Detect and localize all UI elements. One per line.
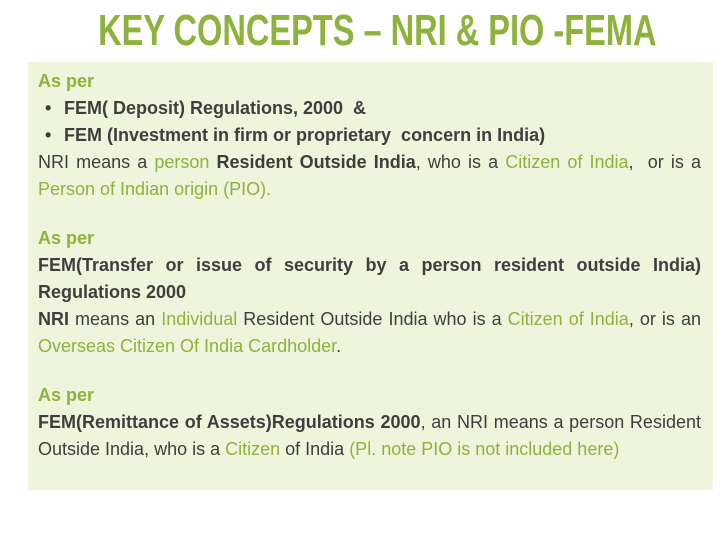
text-run: Individual: [161, 309, 244, 329]
text-run: of India: [280, 439, 350, 459]
text-run: Person of Indian origin (PIO).: [38, 179, 272, 199]
bullet-item: [38, 95, 701, 122]
text-run: FEM(Remittance of Assets)Regulations 2000: [38, 412, 421, 432]
text-run: NRI: [38, 309, 69, 329]
section-fem-remittance: [38, 382, 701, 463]
text-run: Citizen of India: [505, 152, 629, 172]
paragraph: [38, 252, 701, 279]
bullet-icon: •: [45, 125, 52, 145]
text-run: FEM(Transfer or issue of security by a person resident outside India): [38, 255, 701, 275]
text-run: Citizen: [225, 439, 281, 459]
paragraph: [38, 279, 701, 306]
text-run: , or is an: [628, 309, 701, 329]
text-run: Regulations 2000: [38, 282, 187, 302]
text-run: person: [154, 152, 217, 172]
section-heading: As per: [38, 228, 95, 248]
paragraph: [38, 409, 701, 463]
text-run: .: [336, 336, 342, 356]
section-heading: As per: [38, 71, 95, 91]
text-run: Citizen of India: [507, 309, 629, 329]
text-run: Resident Outside India who is a: [243, 309, 508, 329]
paragraph: [38, 149, 701, 203]
bullet-item: [38, 122, 701, 149]
text-run: , an NRI means a person Resident Outside India, who is a: [38, 412, 701, 459]
text-run: means an: [69, 309, 162, 329]
section-fem-transfer: [38, 225, 701, 360]
section-heading: As per: [38, 385, 95, 405]
bullet-text: FEM (Investment in firm or proprietary concern in India): [64, 125, 546, 145]
page-title: [0, 0, 720, 58]
section-fem-deposit: [38, 68, 701, 203]
text-run: NRI means a: [38, 152, 155, 172]
bullet-text: FEM( Deposit) Regulations, 2000 &: [64, 98, 367, 118]
page-title-text: KEY CONCEPTS – NRI & PIO -FEMA: [98, 6, 657, 55]
text-run: Resident Outside India: [216, 152, 416, 172]
text-run: , or is a: [628, 152, 701, 172]
text-run: (Pl. note PIO is not included here): [349, 439, 620, 459]
text-run: Overseas Citizen Of India Cardholder: [38, 336, 337, 356]
paragraph: [38, 306, 701, 360]
content-box: [28, 62, 713, 490]
text-run: , who is a: [415, 152, 506, 172]
bullet-icon: •: [45, 98, 52, 118]
